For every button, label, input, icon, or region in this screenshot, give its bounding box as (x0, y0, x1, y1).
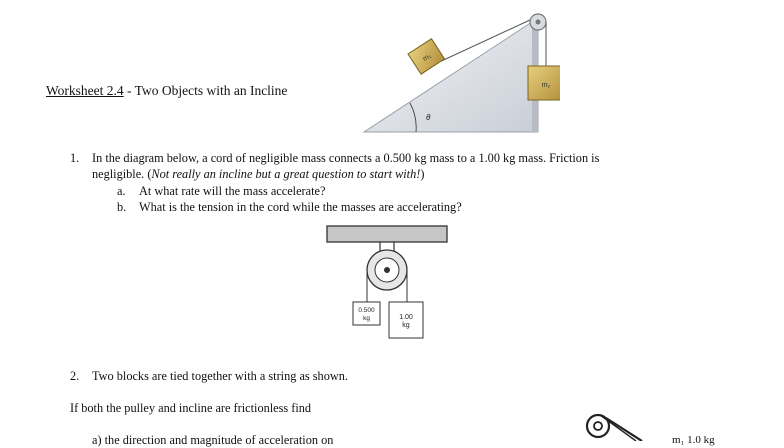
small-mass-value: 0.500 (358, 307, 375, 314)
small-mass-unit: kg (363, 315, 370, 322)
incline-diagram (360, 8, 560, 136)
q2-followup: If both the pulley and incline are frictionless find (70, 401, 312, 415)
angle-label: θ (426, 113, 431, 122)
q1a-label: a. (117, 184, 126, 198)
block-m1 (408, 39, 445, 74)
pulley-axle (384, 267, 390, 273)
q1a-text: At what rate will the mass accelerate? (139, 184, 326, 198)
q1-line2-start: negligible. ( (92, 167, 152, 181)
incline-ramp (364, 22, 538, 132)
q1b-text: What is the tension in the cord while the masses are accelerating? (139, 200, 462, 214)
large-mass-value: 1.00 (399, 314, 413, 321)
worksheet-title (46, 83, 287, 99)
q2-text: Two blocks are tied together with a string as shown. (92, 369, 348, 383)
m1-label: m₁ (421, 52, 433, 63)
worksheet-subtitle: - Two Objects with an Incline (123, 83, 288, 98)
large-mass-unit: kg (402, 322, 410, 329)
m2-label: m₂ (541, 82, 551, 89)
q1-italic-note: Not really an incline but a great question to start with! (151, 167, 421, 181)
q1-line1: In the diagram below, a cord of negligible mass connects a 0.500 kg mass to a 1.00 kg mass. Friction is (92, 151, 600, 165)
q2-side-label: m₁ 1.0 kg (672, 434, 715, 446)
worksheet-number: Worksheet 2.4 (46, 83, 124, 98)
q2-number: 2. (70, 369, 80, 383)
pulley-diagram (320, 222, 455, 344)
q2-item-a: a) the direction and magnitude of acceleration on (92, 433, 334, 447)
q1-number: 1. (70, 151, 80, 165)
incline-2-edge (606, 418, 642, 441)
q1b-label: b. (117, 200, 127, 214)
pulley-2-axle (594, 422, 602, 430)
ceiling-beam (327, 226, 447, 242)
incline-pulley-axle (536, 20, 541, 25)
q1-line2 (92, 167, 424, 182)
q1-line2-end: ) (420, 167, 425, 181)
